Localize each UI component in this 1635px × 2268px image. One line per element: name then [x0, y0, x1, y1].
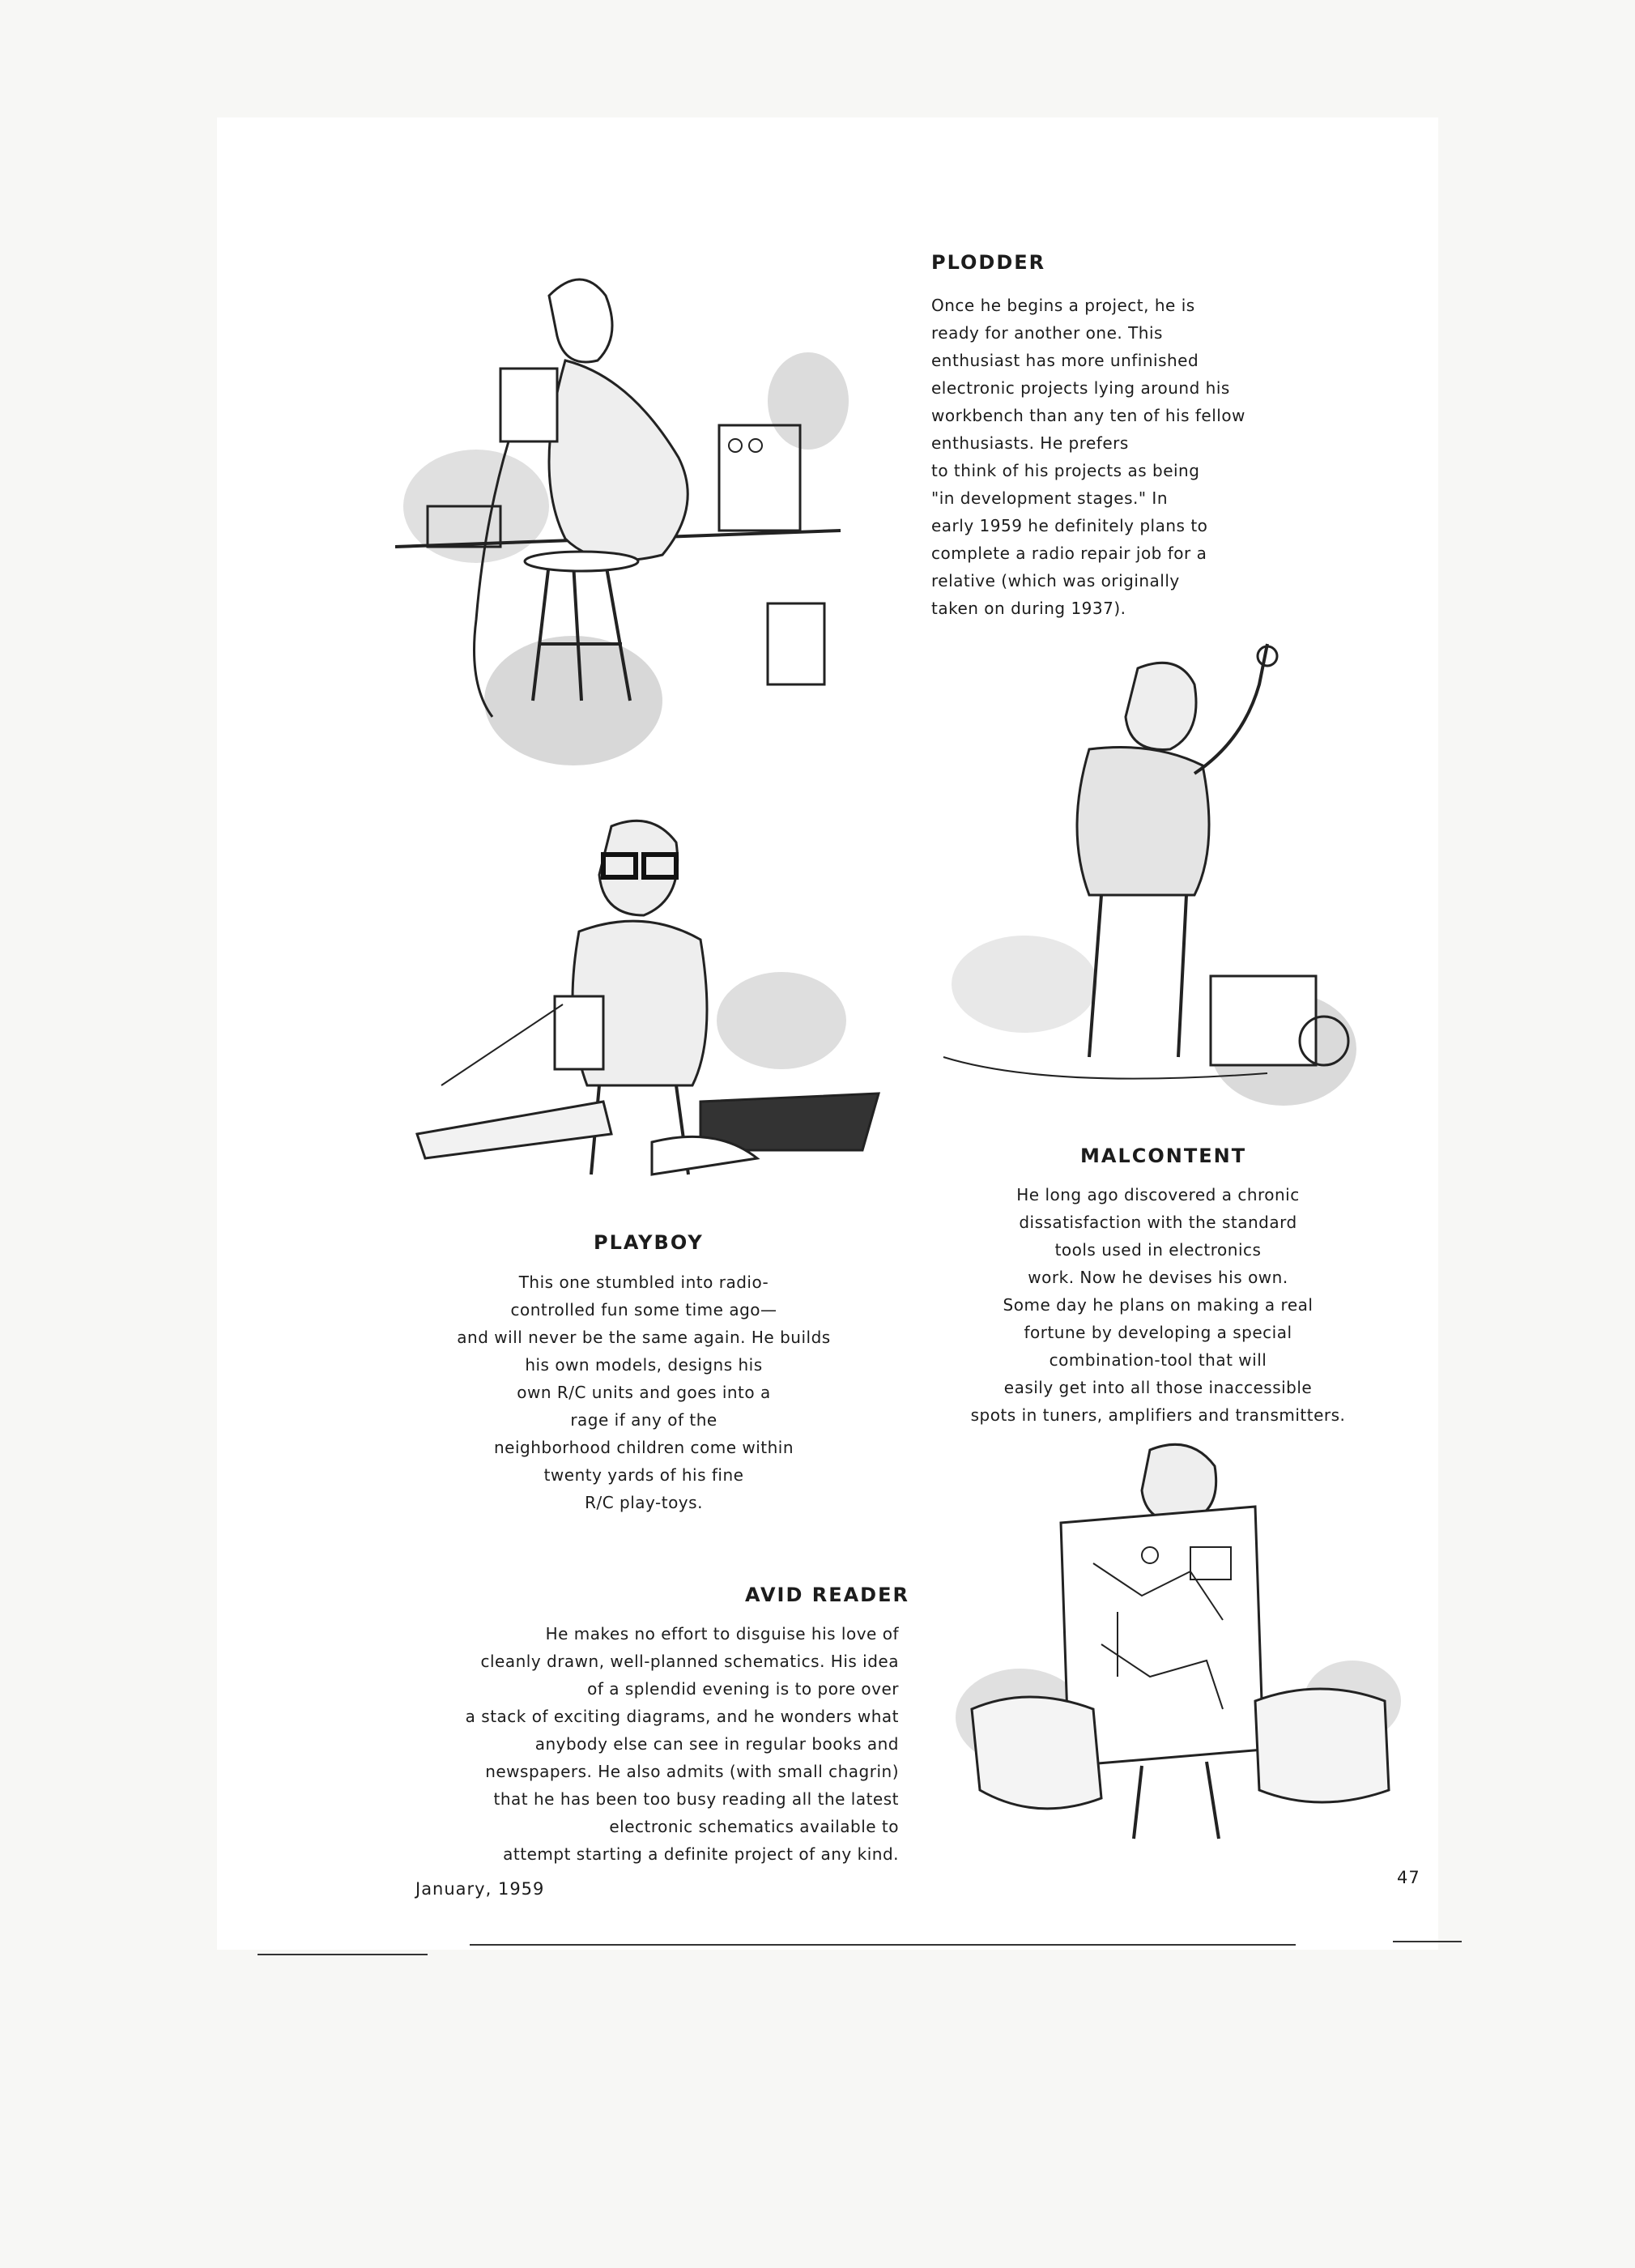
malcontent-title: MALCONTENT [1080, 1145, 1247, 1167]
plodder-text [931, 292, 1245, 622]
avid-reader-line: electronic schematics available to [609, 1817, 899, 1836]
playboy-line: R/C play-toys. [585, 1493, 703, 1512]
malcontent-line: spots in tuners, amplifiers and transmitters. [970, 1405, 1346, 1425]
playboy-line: rage if any of the [570, 1410, 717, 1430]
malcontent-line: easily get into all those inaccessible [1003, 1378, 1313, 1397]
footer-rule-center [470, 1944, 1296, 1946]
plodder-line: early 1959 he definitely plans to [931, 516, 1208, 535]
avid-reader-line: newspapers. He also admits (with small chagrin) [485, 1762, 899, 1781]
playboy-line: twenty yards of his fine [543, 1465, 744, 1485]
playboy-title: PLAYBOY [594, 1231, 704, 1254]
malcontent-line: He long ago discovered a chronic [1016, 1185, 1300, 1204]
malcontent-line: Some day he plans on making a real [1003, 1295, 1314, 1315]
avid-reader-title: AVID READER [745, 1584, 909, 1606]
playboy-illustration [409, 810, 891, 1207]
malcontent-line: tools used in electronics [1054, 1240, 1262, 1260]
avid-reader-illustration [947, 1434, 1409, 1855]
playboy-line: This one stumbled into radio- [518, 1273, 769, 1292]
footer-rule-right [1393, 1941, 1462, 1942]
avid-reader-line: cleanly drawn, well-planned schematics. His idea [480, 1652, 899, 1671]
plodder-line: ready for another one. This [931, 323, 1163, 343]
avid-reader-text [389, 1620, 899, 1868]
plodder-illustration [387, 263, 865, 782]
playboy-text [405, 1268, 883, 1516]
plodder-line: complete a radio repair job for a [931, 544, 1207, 563]
malcontent-line: dissatisfaction with the standard [1019, 1213, 1297, 1232]
issue-date: January, 1959 [415, 1879, 545, 1899]
page-number: 47 [1397, 1868, 1420, 1887]
plodder-line: "in development stages." In [931, 488, 1169, 508]
avid-reader-line: of a splendid evening is to pore over [587, 1679, 899, 1699]
avid-reader-line: anybody else can see in regular books and [534, 1734, 899, 1754]
avid-reader-line: He makes no effort to disguise his love of [545, 1624, 899, 1643]
plodder-line: electronic projects lying around his [931, 378, 1230, 398]
plodder-line: taken on during 1937). [931, 599, 1126, 618]
avid-reader-line: a stack of exciting diagrams, and he wonders what [465, 1707, 899, 1726]
playboy-line: his own models, designs his [525, 1355, 763, 1375]
malcontent-line: fortune by developing a special [1024, 1323, 1292, 1342]
playboy-line: controlled fun some time ago— [510, 1300, 777, 1319]
malcontent-line: work. Now he devises his own. [1028, 1268, 1288, 1287]
plodder-line: Once he begins a project, he is [931, 296, 1195, 315]
plodder-line: relative (which was originally [931, 571, 1180, 590]
avid-reader-line: attempt starting a definite project of any kind. [503, 1844, 899, 1864]
avid-reader-line: that he has been too busy reading all the latest [493, 1789, 899, 1809]
plodder-line: workbench than any ten of his fellow [931, 406, 1245, 425]
malcontent-line: combination-tool that will [1049, 1350, 1267, 1370]
malcontent-illustration [927, 636, 1369, 1134]
playboy-line: own R/C units and goes into a [517, 1383, 771, 1402]
plodder-line: enthusiasts. He prefers [931, 433, 1129, 453]
playboy-line: neighborhood children come within [493, 1438, 794, 1457]
malcontent-text [915, 1181, 1401, 1429]
footer-rule-left [258, 1954, 428, 1955]
plodder-title: PLODDER [931, 251, 1046, 274]
playboy-line: and will never be the same again. He builds [457, 1328, 831, 1347]
plodder-line: enthusiast has more unfinished [931, 351, 1199, 370]
plodder-line: to think of his projects as being [931, 461, 1200, 480]
